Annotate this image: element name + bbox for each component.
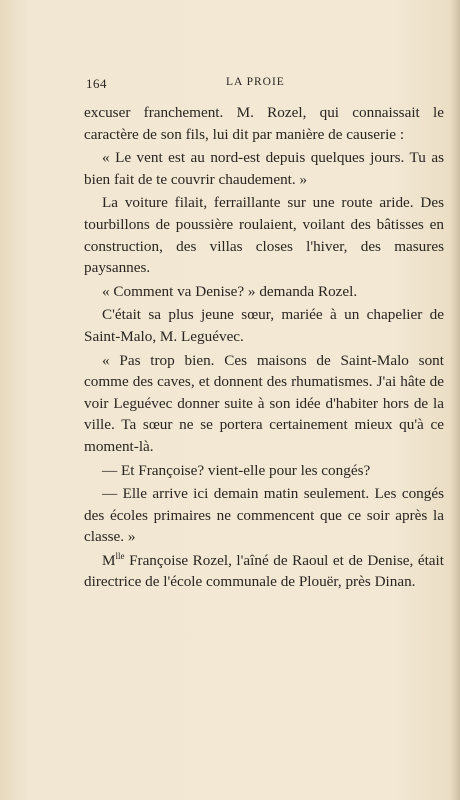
paragraph: « Le vent est au nord-est depuis quelques jours. Tu as bien fait de te couvrir chaudement. » [84, 149, 444, 188]
paragraph: — Elle arrive ici demain matin seulement. Les congés des écoles primaires ne commencent que ce soir après la classe. » [84, 485, 444, 546]
paragraph: C'était sa plus jeune sœur, mariée à un chapelier de Saint-Malo, M. Leguévec. [84, 306, 444, 345]
page-number: 164 [86, 76, 107, 91]
page-edge-shadow [450, 0, 460, 800]
page-header [86, 76, 416, 94]
title-abbrev: M [102, 551, 116, 569]
paragraph: « Pas trop bien. Ces maisons de Saint-Malo sont comme des caves, et donnent des rhumatismes. J'ai hâte de voir Leguévec donner suite à son idée d'habiter hors de la ville. Ta sœur ne se portera certainement mieux qu'à ce moment-là. [84, 351, 444, 455]
paragraph [84, 550, 444, 593]
running-title: LA PROIE [226, 76, 285, 88]
paragraph: excuser franchement. M. Rozel, qui connaissait le caractère de son fils, lui dit par manière de causerie : [84, 104, 444, 143]
paragraph: « Comment va Denise? » demanda Rozel. [102, 282, 358, 300]
paragraph-text: Françoise Rozel, l'aîné de Raoul et de Denise, était directrice de l'école communale de Plouër, près Dinan. [84, 551, 444, 591]
title-abbrev-superscript: lle [115, 550, 125, 561]
body-text [84, 102, 444, 595]
paragraph: La voiture filait, ferraillante sur une route aride. Des tourbillons de poussière roulaient, voilant des bâtisses en construction, des villas closes l'hiver, des masures paysannes. [84, 194, 444, 277]
paragraph: — Et Françoise? vient-elle pour les congés? [102, 461, 371, 479]
